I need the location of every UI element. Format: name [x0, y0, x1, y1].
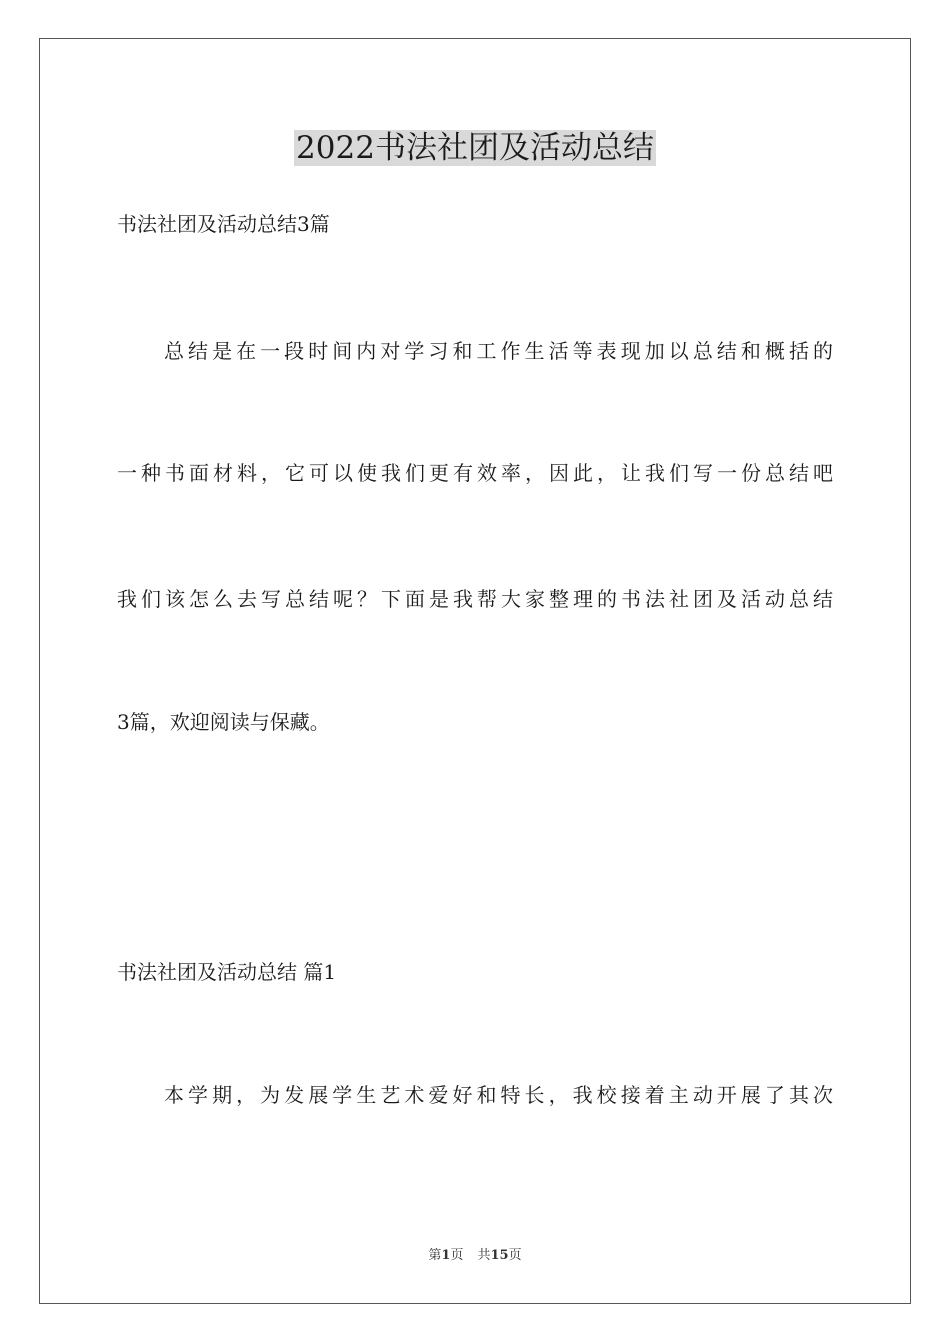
document-title-text: 2022书法社团及活动总结	[296, 130, 654, 166]
intro-line-1: 总结是在一段时间内对学习和工作生活等表现加以总结和概括的	[164, 339, 833, 363]
footer-total-suffix: 页	[508, 1248, 522, 1263]
footer-total-pages: 15	[490, 1248, 509, 1263]
page-footer	[0, 1247, 950, 1265]
intro-line-4: 3篇，欢迎阅读与保藏。	[117, 710, 330, 734]
intro-line-3: 我们该怎么去写总结呢？下面是我帮大家整理的书法社团及活动总结	[117, 587, 833, 611]
footer-page-prefix: 第	[428, 1248, 442, 1263]
section-heading: 书法社团及活动总结 篇1	[117, 960, 337, 984]
intro-line-2: 一种书面材料，它可以使我们更有效率，因此，让我们写一份总结吧	[117, 461, 833, 485]
footer-total-prefix: 共	[477, 1248, 491, 1263]
footer-page-number: 1	[441, 1248, 451, 1263]
document-subtitle: 书法社团及活动总结3篇	[117, 212, 330, 236]
section-line-1: 本学期，为发展学生艺术爱好和特长，我校接着主动开展了其次	[164, 1083, 833, 1107]
footer-page-suffix: 页	[450, 1248, 464, 1263]
document-title	[0, 126, 950, 170]
